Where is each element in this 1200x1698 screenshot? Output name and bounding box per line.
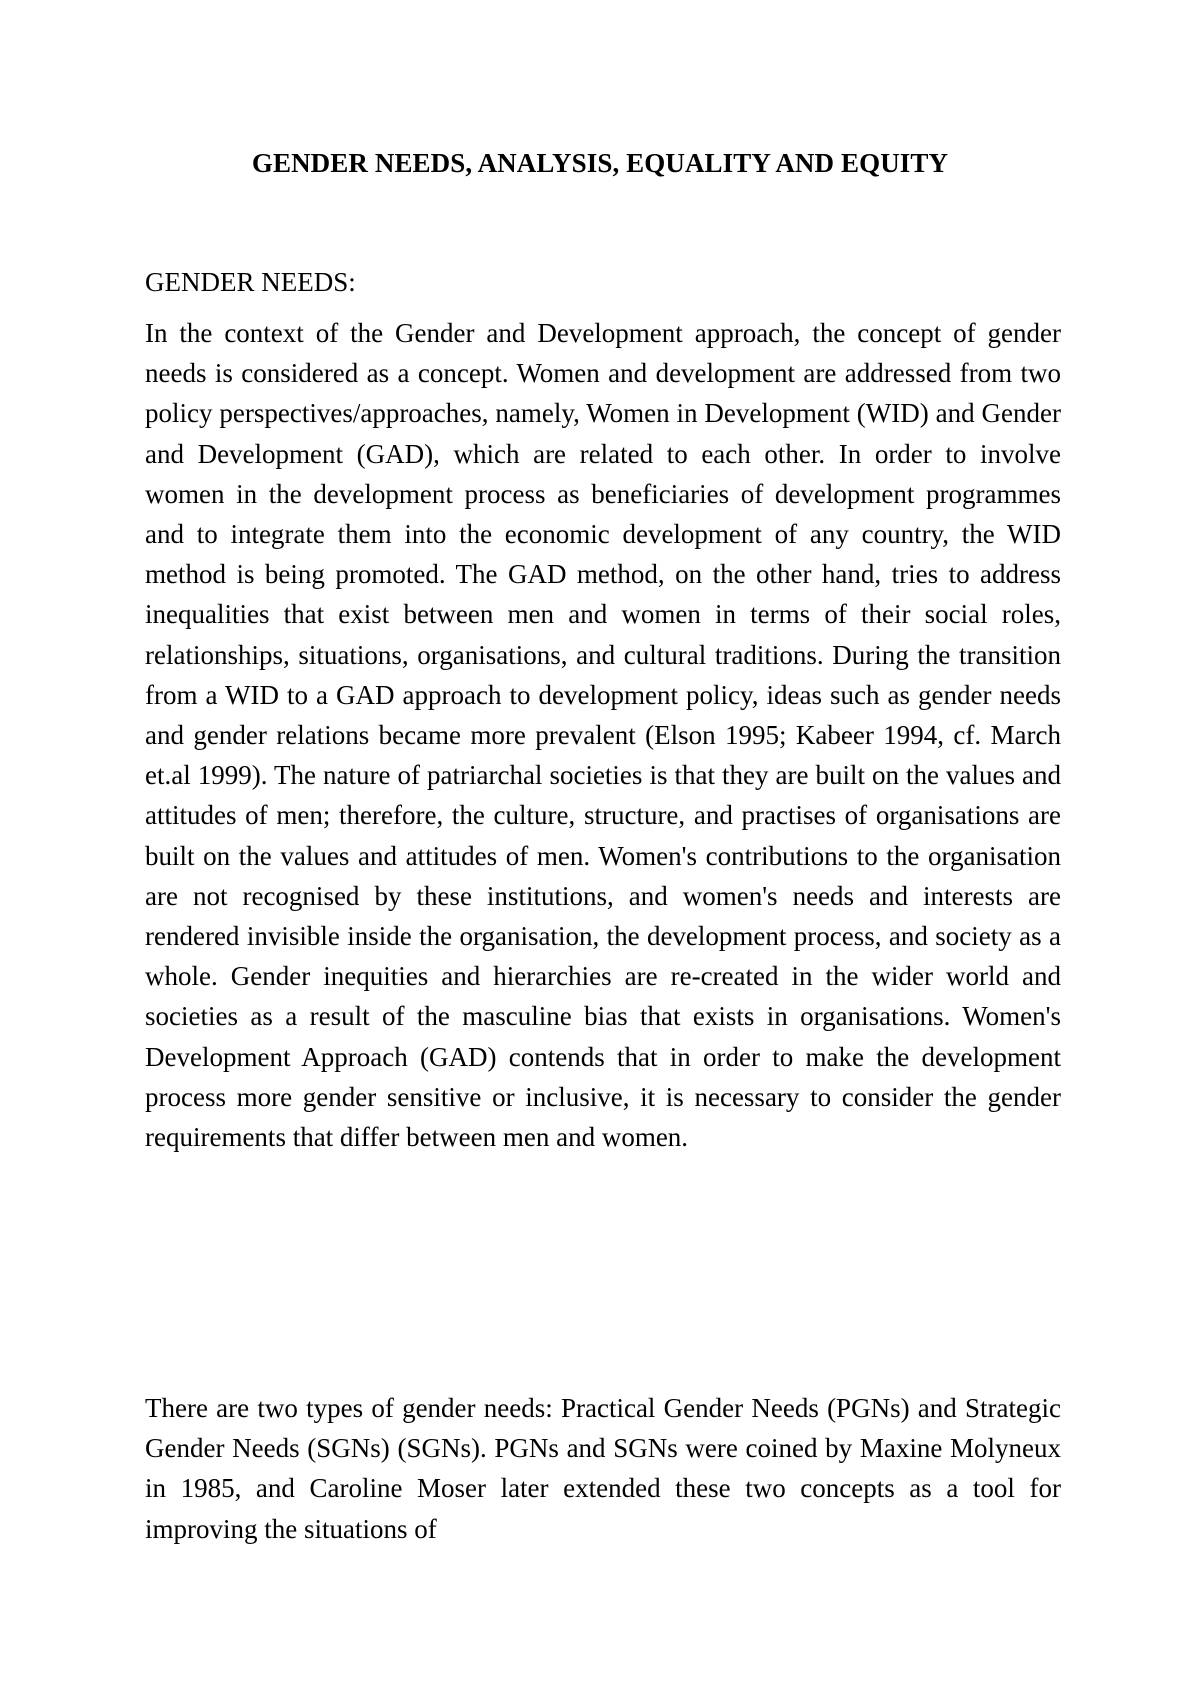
document-title: GENDER NEEDS, ANALYSIS, EQUALITY AND EQUITY bbox=[251, 148, 949, 178]
body-paragraph: In the context of the Gender and Development approach, the concept of gender needs is considered as a concept. Women and development are addressed from two policy perspectives/approaches, namely, Women in Development (WID) and Gender and Development (GAD), which are related to each other. In order to involve women in the development process as beneficiaries of development programmes and to integrate them into the economic development of any country, the WID method is being promoted. The GAD method, on the other hand, tries to address inequalities that exist between men and women in terms of their social roles, relationships, situations, organisations, and cultural traditions. During the transition from a WID to a GAD approach to development policy, ideas such as gender needs and gender relations became more prevalent (Elson 1995; Kabeer 1994, cf. March et.al 1999). The nature of patriarchal societies is that they are built on the values and attitudes of men; therefore, the culture, structure, and practises of organisations are built on the values and attitudes of men. Women's contributions to the organisation are not recognised by these institutions, and women's needs and interests are rendered invisible inside the organisation, the development process, and society as a whole. Gender inequities and hierarchies are re-created in the wider world and societies as a result of the masculine bias that exists in organisations. Women's Development Approach (GAD) contends that in order to make the development process more gender sensitive or inclusive, it is necessary to consider the gender requirements that differ between men and women. bbox=[145, 318, 1061, 1153]
body-paragraph: There are two types of gender needs: Practical Gender Needs (PGNs) and Strategic Gender Needs (SGNs) (SGNs). PGNs and SGNs were coined by Maxine Molyneux in 1985, and Caroline Moser later extended these two concepts as a tool for improving the situations of bbox=[145, 1393, 1061, 1544]
section-heading: GENDER NEEDS: bbox=[145, 267, 356, 297]
